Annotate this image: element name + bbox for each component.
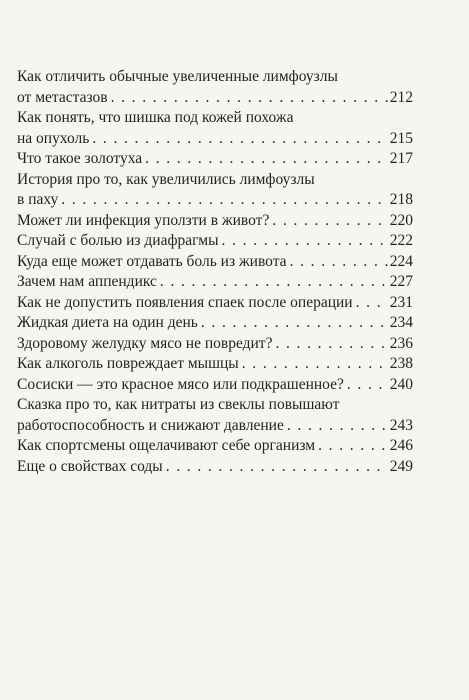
toc-entry <box>17 436 413 457</box>
toc-page-number: 222 <box>389 232 413 249</box>
toc-page-number: 231 <box>389 293 413 311</box>
dot-leader <box>318 436 388 457</box>
toc-entry-last-line <box>17 129 413 150</box>
toc-page-number: 220 <box>389 211 413 229</box>
table-of-contents <box>17 67 413 477</box>
toc-entry <box>17 252 413 273</box>
toc-page-number: 249 <box>389 457 413 475</box>
dot-leader <box>145 149 388 170</box>
toc-entry-title: Жидкая диета на один день <box>17 314 198 331</box>
toc-entry <box>17 334 413 355</box>
toc-entry-last-line <box>17 436 413 457</box>
toc-entry-title: Случай с болью из диафрагмы <box>17 232 219 249</box>
dot-leader <box>356 293 388 314</box>
toc-page-number: 212 <box>389 88 413 106</box>
toc-entry-title: Как алкоголь повреждает мышцы <box>17 355 239 372</box>
dot-leader <box>275 334 387 355</box>
toc-entry-title: на опухоль <box>17 129 90 147</box>
toc-entry-title: от метастазов <box>17 88 108 106</box>
toc-entry <box>17 67 413 108</box>
toc-entry-last-line <box>17 416 413 437</box>
toc-entry-last-line <box>17 252 413 273</box>
toc-entry-last-line <box>17 149 413 170</box>
toc-entry-line <box>17 395 413 416</box>
toc-entry-line <box>17 67 413 88</box>
dot-leader <box>160 272 388 293</box>
toc-entry-title: Что такое золотуха <box>17 150 143 167</box>
toc-entry <box>17 272 413 293</box>
toc-entry <box>17 170 413 211</box>
toc-entry-last-line <box>17 334 413 355</box>
toc-entry <box>17 375 413 396</box>
toc-entry-line <box>17 108 413 129</box>
toc-page-number: 240 <box>389 375 413 393</box>
toc-entry <box>17 149 413 170</box>
toc-entry-title: Сказка про то, как нитраты из свеклы повышают <box>17 396 340 413</box>
toc-entry <box>17 211 413 232</box>
toc-entry-title: Как отличить обычные увеличенные лимфоузлы <box>17 68 338 85</box>
dot-leader <box>290 252 388 273</box>
toc-page-number: 236 <box>389 334 413 352</box>
toc-entry-title: Еще о свойствах соды <box>17 457 163 475</box>
toc-entry-last-line <box>17 231 413 252</box>
toc-entry-last-line <box>17 293 413 314</box>
toc-entry-line <box>17 170 413 191</box>
toc-entry-title: Зачем нам аппендикс <box>17 273 157 290</box>
toc-entry <box>17 395 413 436</box>
toc-entry-title: работоспособность и снижают давление <box>17 416 284 434</box>
toc-entry <box>17 108 413 149</box>
toc-entry <box>17 293 413 314</box>
toc-entry-title: Как спортсмены ощелачивают себе организм <box>17 437 316 454</box>
toc-page-number: 238 <box>389 355 413 372</box>
toc-page-number: 227 <box>389 273 413 290</box>
toc-entry-last-line <box>17 88 413 109</box>
dot-leader <box>272 211 387 232</box>
toc-page-number: 243 <box>389 416 413 434</box>
toc-entry-last-line <box>17 211 413 232</box>
dot-leader <box>111 88 388 109</box>
toc-entry-last-line <box>17 313 413 334</box>
toc-entry-title: в паху <box>17 191 59 208</box>
toc-entry-title: Как не допустить появления спаек после операции <box>17 293 353 311</box>
toc-entry-title: Куда еще может отдавать боль из живота <box>17 252 287 270</box>
dot-leader <box>61 190 387 211</box>
dot-leader <box>242 354 388 375</box>
toc-page-number: 215 <box>389 129 413 147</box>
dot-leader <box>222 231 388 252</box>
dot-leader <box>347 375 388 396</box>
toc-entry-title: Сосиски — это красное мясо или подкрашенное? <box>17 375 344 393</box>
toc-entry-last-line <box>17 190 413 211</box>
toc-entry <box>17 457 413 478</box>
toc-entry-last-line <box>17 375 413 396</box>
dot-leader <box>92 129 387 150</box>
toc-entry <box>17 313 413 334</box>
toc-entry-last-line <box>17 272 413 293</box>
dot-leader <box>287 416 388 437</box>
toc-entry-title: Как понять, что шишка под кожей похожа <box>17 109 294 126</box>
toc-entry-title: Здоровому желудку мясо не повредит? <box>17 334 273 352</box>
toc-entry-last-line <box>17 354 413 375</box>
toc-entry <box>17 354 413 375</box>
toc-page-number: 217 <box>389 150 413 167</box>
toc-page-number: 224 <box>389 252 413 270</box>
toc-entry-title: Может ли инфекция уползти в живот? <box>17 211 270 229</box>
toc-entry <box>17 231 413 252</box>
toc-entry-last-line <box>17 457 413 478</box>
dot-leader <box>166 457 388 478</box>
dot-leader <box>201 313 388 334</box>
toc-page-number: 246 <box>389 437 413 454</box>
toc-entry-title: История про то, как увеличились лимфоузлы <box>17 170 315 188</box>
toc-page-number: 218 <box>389 191 413 208</box>
toc-page-number: 234 <box>389 314 413 331</box>
